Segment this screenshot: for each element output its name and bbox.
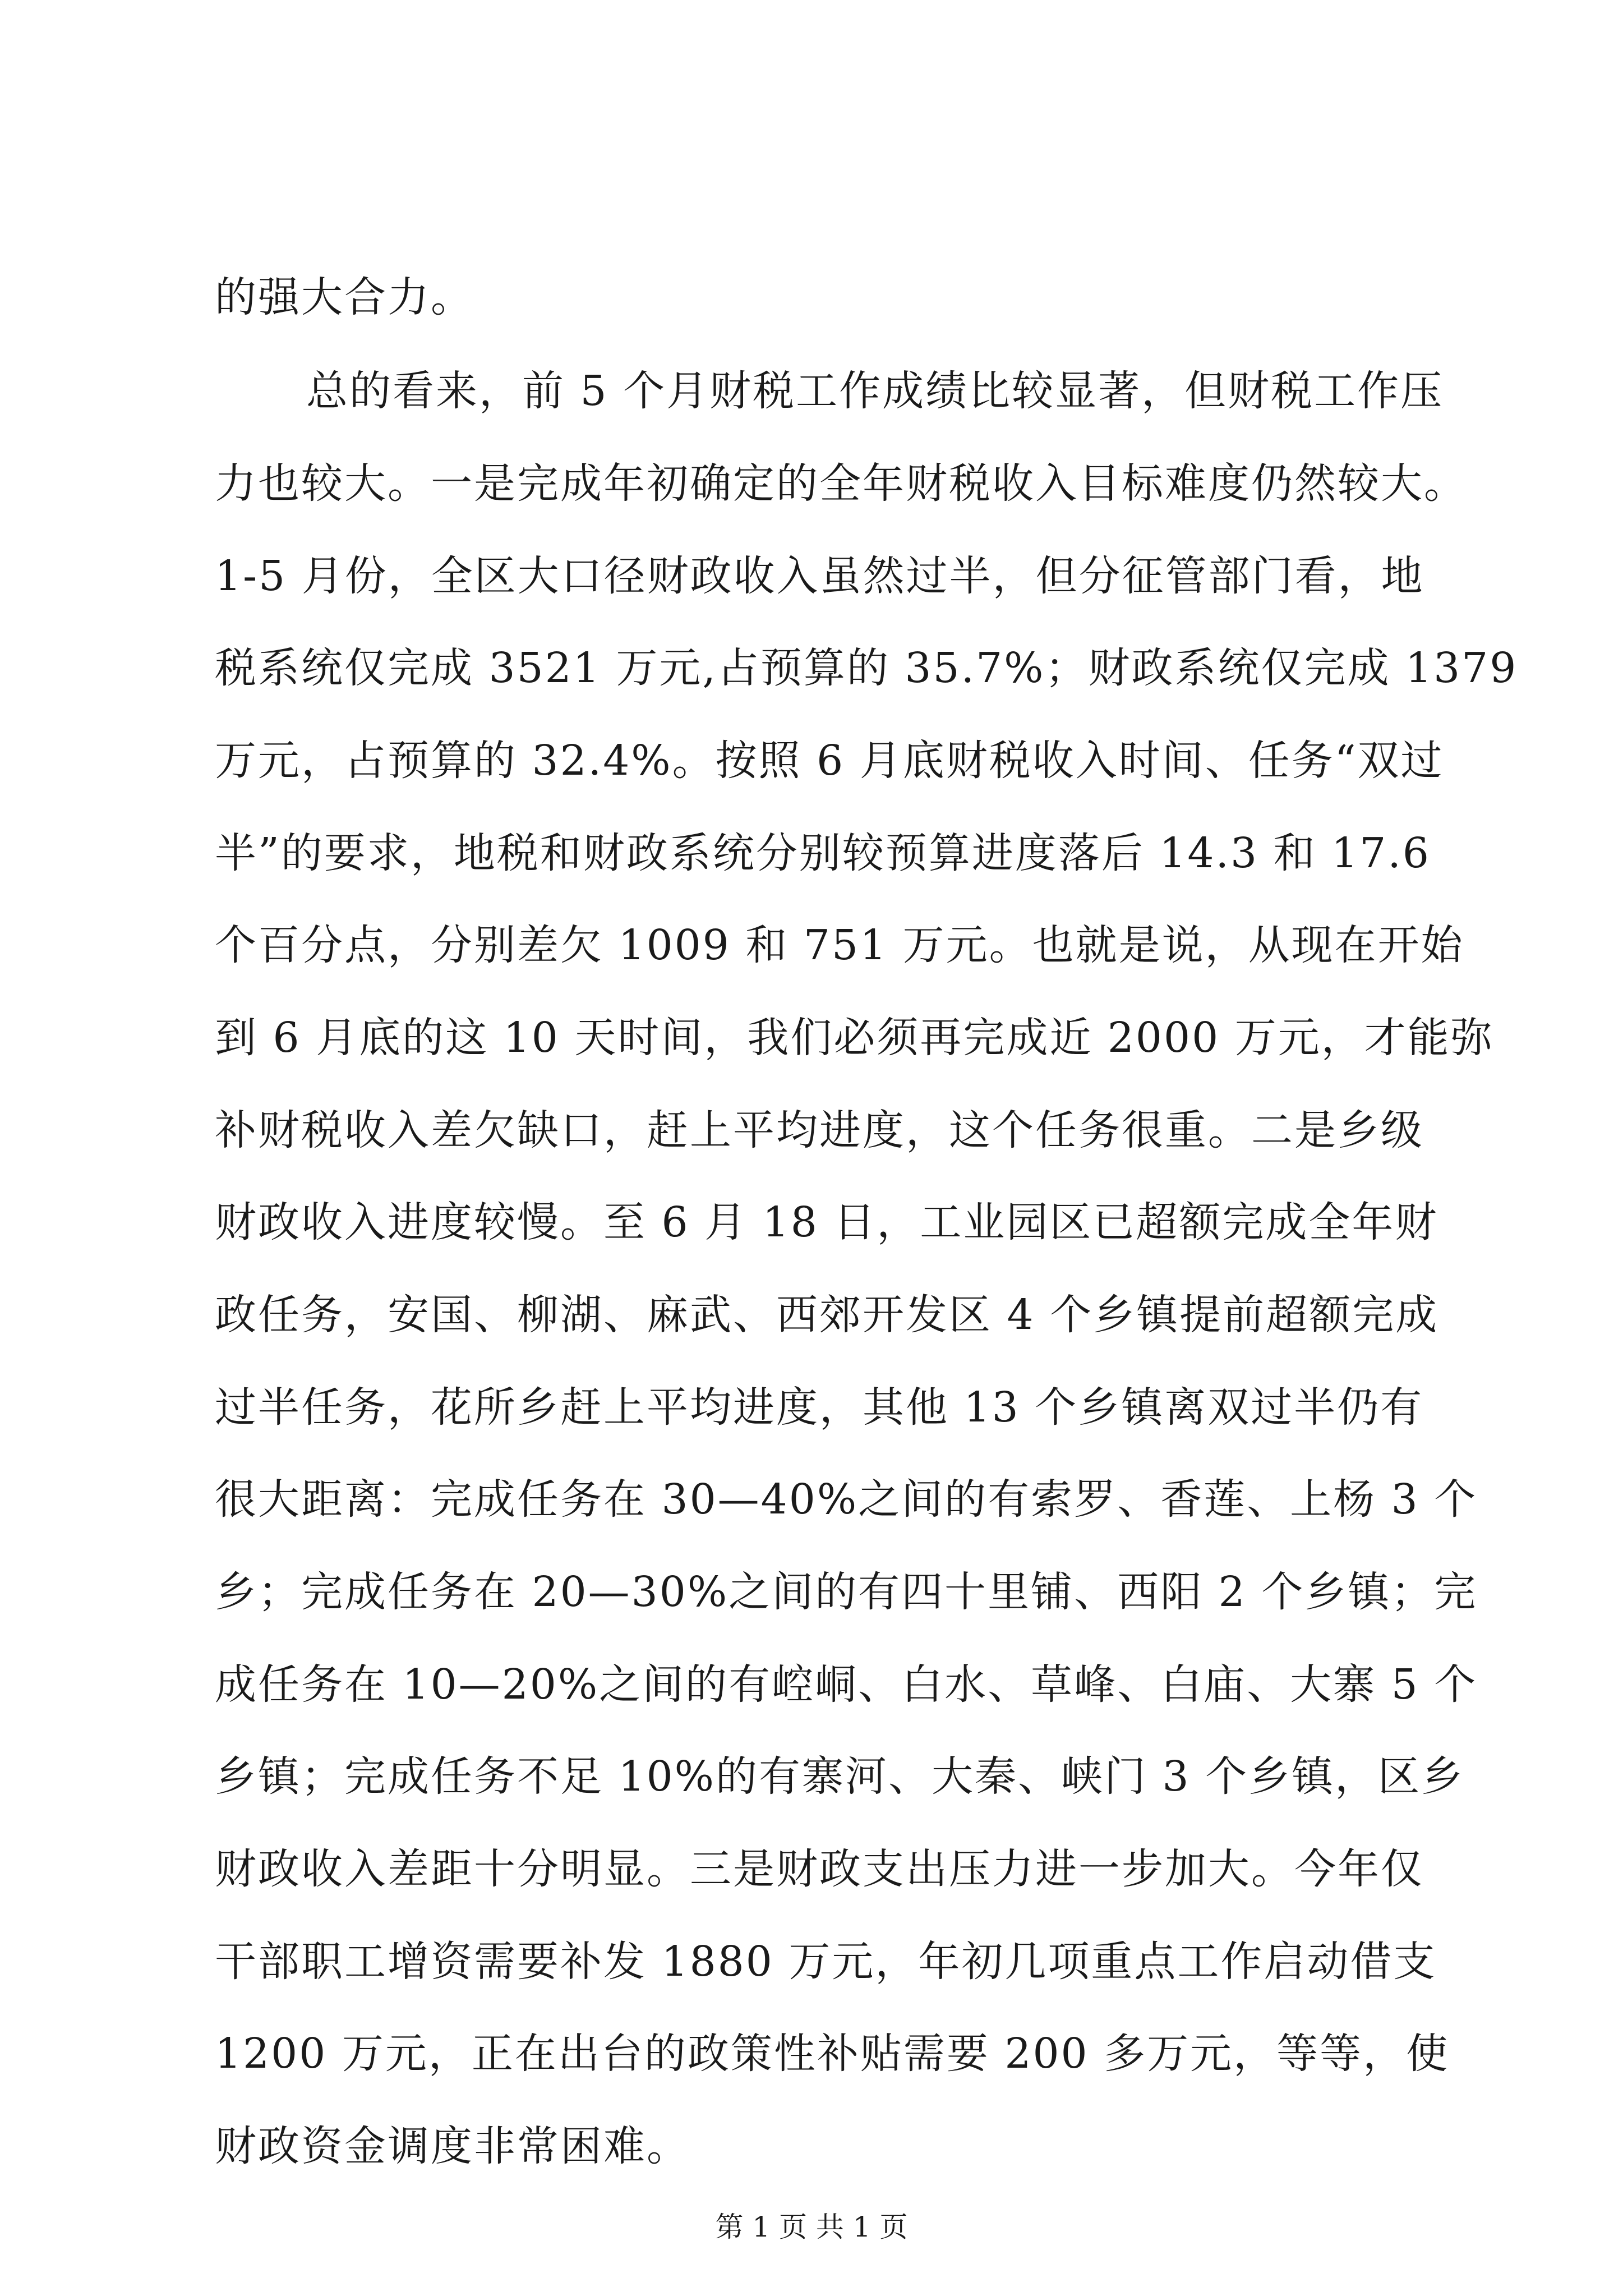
text-line: 财政收入进度较慢。至 6 月 18 日，工业园区已超额完成全年财 bbox=[215, 1198, 1438, 1246]
text-line: 到 6 月底的这 10 天时间，我们必须再完成近 2000 万元，才能弥 bbox=[215, 1014, 1494, 1062]
text-line: 乡；完成任务在 20—30%之间的有四十里铺、西阳 2 个乡镇；完 bbox=[215, 1568, 1478, 1616]
text-line: 的强大合力。 bbox=[215, 273, 474, 321]
page-number-footer: 第 1 页 共 1 页 bbox=[715, 2211, 908, 2243]
text-line: 1200 万元，正在出台的政策性补贴需要 200 多万元，等等，使 bbox=[215, 2030, 1450, 2078]
text-line: 力也较大。一是完成年初确定的全年财税收入目标难度仍然较大。 bbox=[215, 459, 1467, 508]
text-line: 财政收入差距十分明显。三是财政支出压力进一步加大。今年仅 bbox=[215, 1845, 1424, 1893]
paragraph-start-line: 总的看来，前 5 个月财税工作成绩比较显著，但财税工作压 bbox=[306, 367, 1444, 415]
text-line: 乡镇；完成任务不足 10%的有寨河、大秦、峡门 3 个乡镇，区乡 bbox=[215, 1752, 1465, 1801]
text-line: 过半任务，花所乡赶上平均进度，其他 13 个乡镇离双过半仍有 bbox=[215, 1383, 1424, 1432]
text-line: 个百分点，分别差欠 1009 和 751 万元。也就是说，从现在开始 bbox=[215, 921, 1464, 969]
text-line: 补财税收入差欠缺口，赶上平均进度，这个任务很重。二是乡级 bbox=[215, 1106, 1424, 1154]
text-line: 1-5 月份，全区大口径财政收入虽然过半，但分征管部门看，地 bbox=[215, 552, 1424, 600]
text-line: 财政资金调度非常困难。 bbox=[215, 2122, 690, 2170]
text-line: 很大距离：完成任务在 30—40%之间的有索罗、香莲、上杨 3 个 bbox=[215, 1475, 1478, 1524]
text-line: 成任务在 10—20%之间的有崆峒、白水、草峰、白庙、大寨 5 个 bbox=[215, 1660, 1478, 1709]
text-line: 政任务，安国、柳湖、麻武、西郊开发区 4 个乡镇提前超额完成 bbox=[215, 1291, 1439, 1339]
text-line: 半”的要求，地税和财政系统分别较预算进度落后 14.3 和 17.6 bbox=[215, 829, 1431, 877]
text-line: 干部职工增资需要补发 1880 万元，年初几项重点工作启动借支 bbox=[215, 1938, 1437, 1986]
text-line: 万元，占预算的 32.4%。按照 6 月底财税收入时间、任务“双过 bbox=[215, 737, 1444, 785]
text-line: 税系统仅完成 3521 万元,占预算的 35.7%；财政系统仅完成 1379 bbox=[215, 644, 1518, 692]
